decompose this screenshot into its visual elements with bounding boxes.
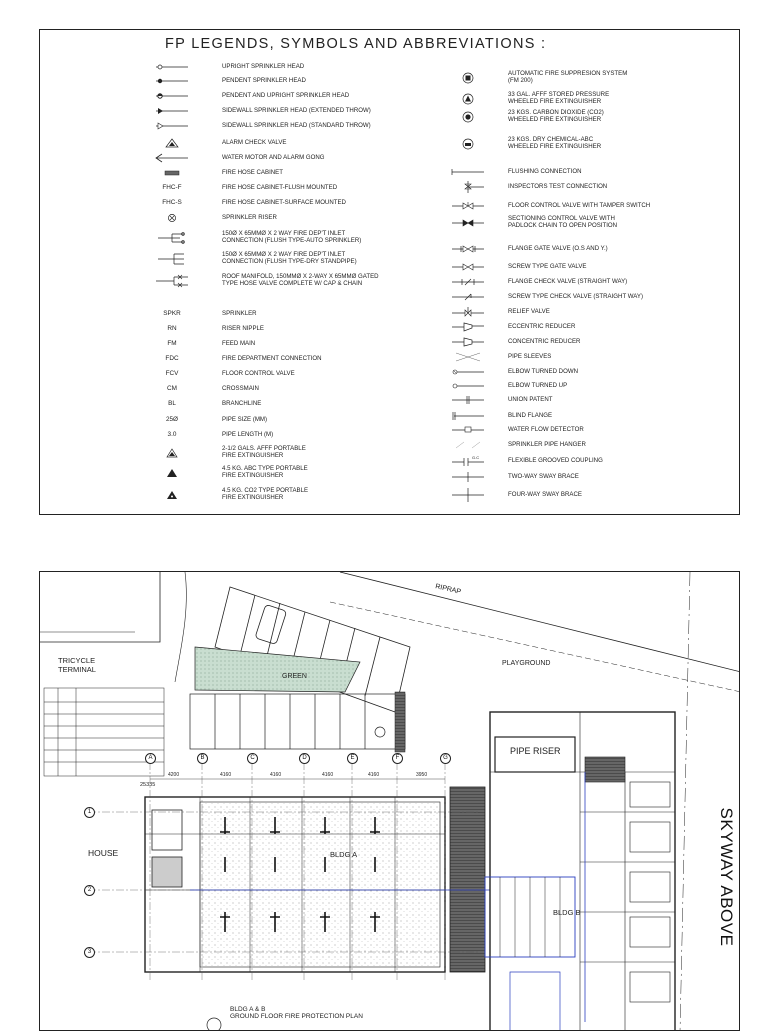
- legend-description: ELBOW TURNED UP: [508, 381, 568, 389]
- legend-abbreviation: 25Ø: [165, 415, 179, 423]
- legend-description: FOUR-WAY SWAY BRACE: [508, 490, 582, 498]
- flushing-connection-icon: [438, 165, 498, 179]
- legend-sheet: [39, 29, 740, 515]
- elbow-up-icon: [438, 379, 498, 393]
- legend-row: [142, 352, 442, 366]
- building-b: [485, 712, 675, 1031]
- legend-row: [438, 454, 738, 468]
- four-way-brace-icon: [438, 488, 498, 502]
- dimension-label: 4160: [368, 772, 380, 778]
- dry-chemical-wheeled-icon: [438, 137, 498, 151]
- legend-row: [438, 290, 738, 304]
- legend-abbreviation: FDC: [165, 354, 179, 362]
- water-motor-gong-icon: [142, 151, 202, 165]
- legend-description: BLIND FLANGE: [508, 411, 553, 419]
- playground-label: PLAYGROUND: [502, 660, 551, 667]
- bldg-b-label: BLDG B: [553, 908, 581, 917]
- legend-description: SCREW TYPE CHECK VALVE (STRAIGHT WAY): [508, 292, 643, 300]
- legend-row: [142, 166, 442, 180]
- dimension-label: 3950: [416, 772, 428, 778]
- grid-bubble-col: F: [392, 753, 403, 764]
- legend-row: [438, 216, 738, 230]
- legend-row: [142, 488, 442, 502]
- legend-description: ECCENTRIC REDUCER: [508, 322, 576, 330]
- legend-row: [142, 181, 442, 195]
- co2-extinguisher-icon: [142, 488, 202, 502]
- legend-row: [142, 446, 442, 460]
- legend-row: [438, 199, 738, 213]
- skyway-above-label: SKYWAY ABOVE: [717, 807, 736, 947]
- flange-check-valve-icon: [438, 275, 498, 289]
- fm200-system-icon: [438, 71, 498, 85]
- legend-row: [142, 151, 442, 165]
- legend-row: [438, 305, 738, 319]
- legend-row: [438, 242, 738, 256]
- grid-bubble-col: B: [197, 753, 208, 764]
- legend-abbreviation: RN: [167, 324, 177, 332]
- legend-abbreviation: FHC-F: [162, 183, 182, 191]
- legend-row: [142, 337, 442, 351]
- legend-row: [438, 423, 738, 437]
- dimension-label: 4160: [270, 772, 282, 778]
- legend-row: [438, 335, 738, 349]
- inspectors-test-icon: [438, 180, 498, 194]
- legend-description: FLANGE CHECK VALVE (STRAIGHT WAY): [508, 277, 628, 285]
- legend-description: 150Ø X 65MMØ X 2 WAY FIRE DEP'T INLET CONNECTION (FLUSH TYPE-AUTO SPRINKLER): [222, 230, 362, 244]
- legend-row: [142, 104, 442, 118]
- grid-bubble-col: D: [299, 753, 310, 764]
- legend-description: PENDENT AND UPRIGHT SPRINKLER HEAD: [222, 91, 350, 99]
- legend-description: FLOOR CONTROL VALVE: [222, 369, 295, 377]
- legend-description: 23 KGS. CARBON DIOXIDE (CO2) WHEELED FIRE EXTINGUISHER: [508, 109, 604, 123]
- legend-row: [142, 466, 442, 480]
- legend-title: FP LEGENDS, SYMBOLS AND ABBREVIATIONS :: [165, 36, 547, 52]
- legend-row: [438, 180, 738, 194]
- afff-wheeled-icon: [438, 92, 498, 106]
- legend-description: AUTOMATIC FIRE SUPPRESION SYSTEM (FM 200): [508, 70, 628, 84]
- screw-gate-valve-icon: [438, 260, 498, 274]
- fire-dept-inlet-auto-icon: [142, 231, 202, 245]
- abc-extinguisher-icon: [142, 466, 202, 480]
- legend-description: SIDEWALL SPRINKLER HEAD (EXTENDED THROW): [222, 106, 371, 114]
- sidewall-extended-icon: [142, 104, 202, 118]
- fire-hose-cabinet-icon: [142, 166, 202, 180]
- angled-parking: [215, 587, 410, 712]
- dimension-label: 4160: [322, 772, 334, 778]
- legend-row: [142, 322, 442, 336]
- legend-description: FIRE DEPARTMENT CONNECTION: [222, 354, 322, 362]
- green-label: GREEN: [282, 673, 307, 680]
- fire-dept-inlet-dry-icon: [142, 252, 202, 266]
- legend-row: [438, 71, 738, 85]
- legend-row: [438, 275, 738, 289]
- legend-row: [438, 470, 738, 484]
- grid-bubble-row: 1: [84, 807, 95, 818]
- legend-row: [142, 119, 442, 133]
- pendent-upright-sprinkler-icon: [142, 89, 202, 103]
- legend-description: ALARM CHECK VALVE: [222, 138, 287, 146]
- grid-bubble-row: 2: [84, 885, 95, 896]
- sprinkler-riser-icon: [142, 211, 202, 225]
- units-b: [630, 782, 670, 1002]
- riprap-line: [340, 572, 740, 672]
- upright-sprinkler-icon: [142, 60, 202, 74]
- legend-description: ROOF MANIFOLD, 150MMØ X 2-WAY X 65MMØ GATED TYPE HOSE VALVE COMPLETE W/ CAP & CHAIN: [222, 273, 379, 287]
- union-patent-icon: [438, 393, 498, 407]
- legend-description: ELBOW TURNED DOWN: [508, 367, 578, 375]
- legend-abbreviation: FCV: [165, 369, 179, 377]
- legend-abbreviation: FHC-S: [162, 198, 182, 206]
- legend-row: [142, 252, 442, 266]
- legend-description: RELIEF VALVE: [508, 307, 550, 315]
- elbow-down-icon: [438, 365, 498, 379]
- legend-description: FIRE HOSE CABINET-SURFACE MOUNTED: [222, 198, 346, 206]
- sectioning-valve-icon: [438, 216, 498, 230]
- screw-check-valve-icon: [438, 290, 498, 304]
- legend-description: PIPE SLEEVES: [508, 352, 552, 360]
- legend-description: 33 GAL. AFFF STORED PRESSURE WHEELED FIRE EXTINGUISHER: [508, 91, 610, 105]
- concentric-reducer-icon: [438, 335, 498, 349]
- grid-bubble-col: C: [247, 753, 258, 764]
- legend-row: [438, 260, 738, 274]
- relief-valve-icon: [438, 305, 498, 319]
- legend-description: WATER FLOW DETECTOR: [508, 425, 584, 433]
- pendent-sprinkler-icon: [142, 74, 202, 88]
- grid-bubble-col: E: [347, 753, 358, 764]
- legend-abbreviation: SPKR: [163, 309, 181, 317]
- legend-abbreviation: 3.0: [167, 430, 177, 438]
- title-bubble: [207, 1018, 221, 1031]
- co2-wheeled-icon: [438, 110, 498, 124]
- legend-description: FLUSHING CONNECTION: [508, 167, 582, 175]
- legend-description: SIDEWALL SPRINKLER HEAD (STANDARD THROW): [222, 121, 371, 129]
- floor-plan-sheet: [39, 571, 740, 1031]
- building-a: [145, 787, 485, 972]
- tricycle-terminal-label: TRICYCLE TERMINAL: [58, 656, 96, 674]
- legend-description: 4.5 KG. ABC TYPE PORTABLE FIRE EXTINGUISHER: [222, 465, 308, 479]
- legend-row: [142, 397, 442, 411]
- riprap-label: RIPRAP: [434, 583, 462, 596]
- blind-flange-icon: [438, 409, 498, 423]
- legend-description: 4.5 KG. CO2 TYPE PORTABLE FIRE EXTINGUISHER: [222, 487, 309, 501]
- legend-description: SPRINKLER RISER: [222, 213, 277, 221]
- dimension-label: 4200: [168, 772, 180, 778]
- legend-description: FIRE HOSE CABINET: [222, 168, 283, 176]
- legend-description: INSPECTORS TEST CONNECTION: [508, 182, 608, 190]
- legend-row: [438, 393, 738, 407]
- overall-dimension: 25335: [140, 782, 156, 788]
- legend-description: 23 KGS. DRY CHEMICAL-ABC WHEELED FIRE EXTINGUISHER: [508, 136, 602, 150]
- legend-description: FEED MAIN: [222, 339, 256, 347]
- grid-bubble-row: 3: [84, 947, 95, 958]
- legend-row: [142, 307, 442, 321]
- legend-row: [438, 320, 738, 334]
- legend-row: [142, 382, 442, 396]
- legend-abbreviation: CM: [167, 384, 177, 392]
- legend-description: BRANCHLINE: [222, 399, 262, 407]
- legend-description: FLEXIBLE GROOVED COUPLING: [508, 456, 603, 464]
- plan-title: BLDG A & B GROUND FLOOR FIRE PROTECTION PLAN: [230, 1006, 363, 1020]
- legend-description: CROSSMAIN: [222, 384, 259, 392]
- legend-row: [142, 74, 442, 88]
- legend-row: [438, 110, 738, 124]
- alarm-check-valve-icon: [142, 136, 202, 150]
- legend-row: [438, 379, 738, 393]
- legend-description: SPRINKLER PIPE HANGER: [508, 440, 586, 448]
- legend-description: 2-1/2 GALS. AFFF PORTABLE FIRE EXTINGUISHER: [222, 445, 306, 459]
- legend-row: [142, 60, 442, 74]
- green-area: [195, 647, 360, 692]
- legend-row: [438, 365, 738, 379]
- legend-row: [142, 89, 442, 103]
- legend-description: 150Ø X 65MMØ X 2 WAY FIRE DEP'T INLET CONNECTION (FLUSH TYPE-DRY STANDPIPE): [222, 251, 357, 265]
- legend-abbreviation: FM: [167, 339, 177, 347]
- legend-row: [142, 231, 442, 245]
- legend-row: [142, 413, 442, 427]
- legend-row: [438, 488, 738, 502]
- legend-description: PIPE LENGTH (M): [222, 430, 274, 438]
- roof-manifold-icon: [142, 274, 202, 288]
- legend-row: [142, 136, 442, 150]
- legend-row: [142, 196, 442, 210]
- legend-description: UPRIGHT SPRINKLER HEAD: [222, 62, 305, 70]
- plan-legend-table: [44, 688, 164, 776]
- pipe-hanger-icon: [438, 438, 498, 452]
- legend-row: [142, 211, 442, 225]
- legend-row: [438, 409, 738, 423]
- legend-description: FIRE HOSE CABINET-FLUSH MOUNTED: [222, 183, 338, 191]
- legend-abbreviation: BL: [168, 399, 176, 407]
- grid-bubble-col: G: [440, 753, 451, 764]
- legend-description: FLOOR CONTROL VALVE WITH TAMPER SWITCH: [508, 201, 651, 209]
- legend-row: [142, 367, 442, 381]
- legend-row: [438, 137, 738, 151]
- legend-description: UNION PATENT: [508, 395, 553, 403]
- floor-plan-drawing: [40, 572, 740, 1031]
- legend-description: RISER NIPPLE: [222, 324, 264, 332]
- legend-row: [142, 428, 442, 442]
- house-label: HOUSE: [88, 848, 119, 858]
- two-way-brace-icon: [438, 470, 498, 484]
- pipe-sleeves-icon: [438, 350, 498, 364]
- legend-description: WATER MOTOR AND ALARM GONG: [222, 153, 325, 161]
- legend-row: [438, 350, 738, 364]
- svg-text:G.C: G.C: [472, 455, 480, 460]
- legend-description: PIPE SIZE (MM): [222, 415, 268, 423]
- dimension-label: 4160: [220, 772, 232, 778]
- floor-control-valve-icon: [438, 199, 498, 213]
- grid-bubble-col: A: [145, 753, 156, 764]
- legend-description: PENDENT SPRINKLER HEAD: [222, 76, 306, 84]
- legend-description: FLANGE GATE VALVE (O.S AND Y.): [508, 244, 608, 252]
- sidewall-standard-icon: [142, 119, 202, 133]
- legend-row: [142, 274, 442, 288]
- legend-description: SCREW TYPE GATE VALVE: [508, 262, 587, 270]
- legend-row: [438, 165, 738, 179]
- eccentric-reducer-icon: [438, 320, 498, 334]
- legend-description: SECTIONING CONTROL VALVE WITH PADLOCK CHAIN TO OPEN POSITION: [508, 215, 618, 229]
- legend-row: [438, 92, 738, 106]
- bldg-a-label: BLDG A: [330, 850, 358, 859]
- pipe-riser-label: PIPE RISER: [510, 746, 561, 756]
- legend-description: TWO-WAY SWAY BRACE: [508, 472, 579, 480]
- legend-description: SPRINKLER: [222, 309, 257, 317]
- legend-description: CONCENTRIC REDUCER: [508, 337, 581, 345]
- flange-gate-valve-icon: [438, 242, 498, 256]
- grooved-coupling-icon: [438, 454, 498, 468]
- parking-row: [190, 694, 405, 749]
- legend-row: [438, 438, 738, 452]
- water-flow-detector-icon: [438, 423, 498, 437]
- afff-extinguisher-icon: [142, 446, 202, 460]
- site-road-line: [40, 572, 160, 642]
